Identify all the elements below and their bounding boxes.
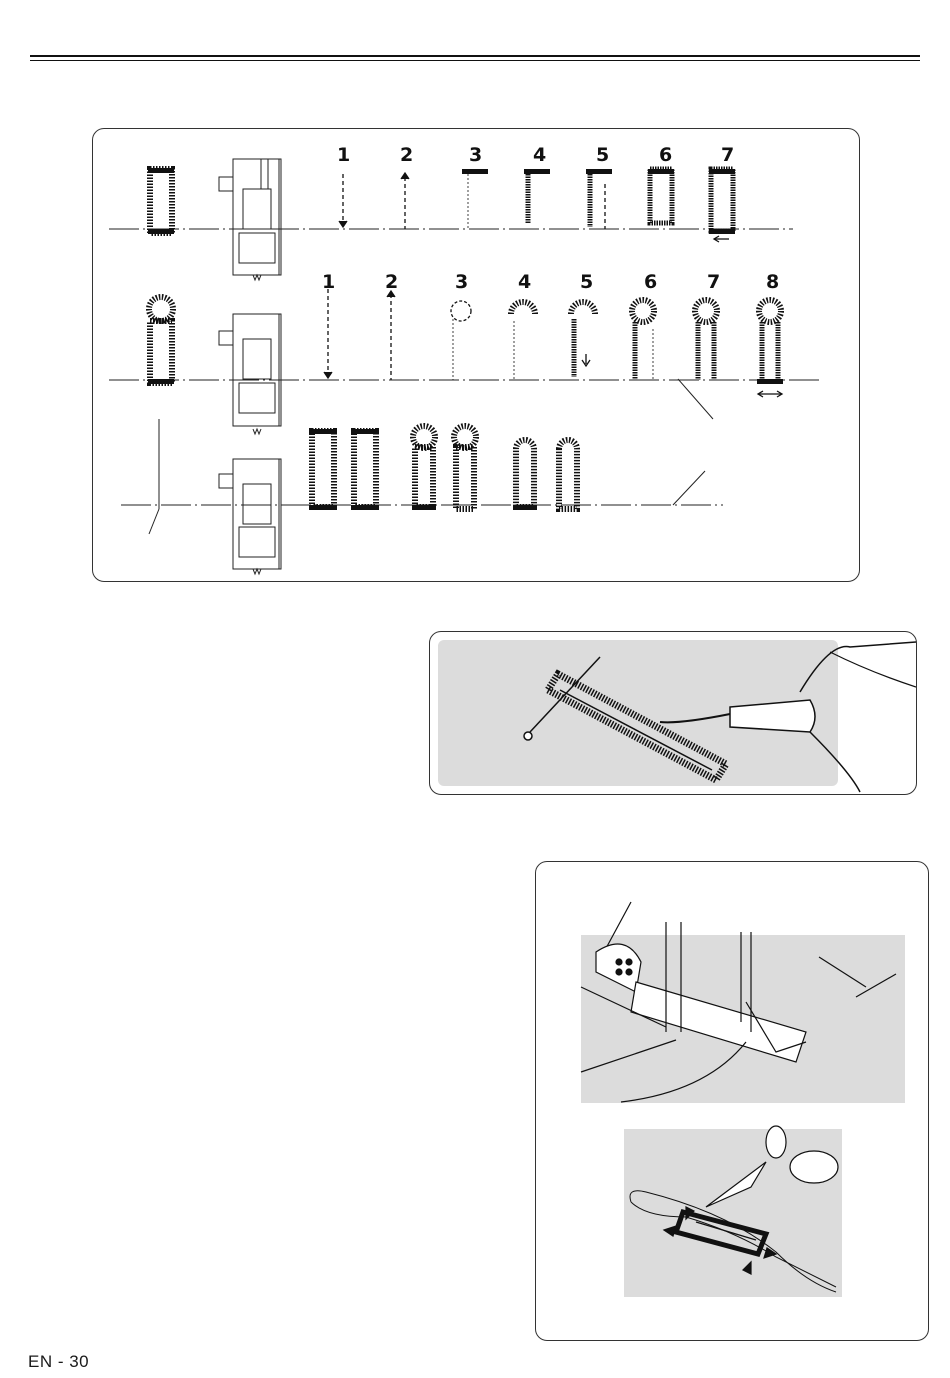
presser-foot-icon: [219, 459, 281, 574]
seam-ripper-panel: [429, 631, 917, 795]
header-rule-top: [30, 55, 920, 57]
row1-step-number: 4: [533, 144, 547, 166]
row1-step-number: 7: [721, 144, 735, 166]
row2-step-number: 7: [707, 271, 721, 293]
keyhole-buttonhole-icon: [148, 297, 174, 384]
row2-step-number: 1: [322, 271, 336, 293]
row2-step-number: 8: [766, 271, 780, 293]
buttonhole-variants: [309, 426, 577, 510]
row1-step-number: 1: [337, 144, 351, 166]
buttonhole-steps-panel: [92, 128, 860, 582]
seam-ripper-illustration: [430, 632, 916, 794]
row2-step-number: 6: [644, 271, 658, 293]
buttonhole-steps-diagram: [93, 129, 859, 581]
presser-foot-icon: [219, 159, 281, 280]
presser-foot-icon: [219, 314, 281, 434]
row1-step-number: 6: [659, 144, 673, 166]
buttonhole-foot-panel: [535, 861, 929, 1341]
row2-step-number: 3: [455, 271, 469, 293]
row2-step-number: 5: [580, 271, 594, 293]
rect-buttonhole-icon: [148, 168, 174, 234]
header-rule-bottom: [30, 60, 920, 61]
buttonhole-foot-illustration: [536, 862, 928, 1340]
row1-step-number: 5: [596, 144, 610, 166]
row2-step-number: 2: [385, 271, 399, 293]
page-number: EN - 30: [28, 1352, 90, 1371]
row2-step-number: 4: [518, 271, 532, 293]
row1-step-number: 3: [469, 144, 483, 166]
row1-step-number: 2: [400, 144, 414, 166]
